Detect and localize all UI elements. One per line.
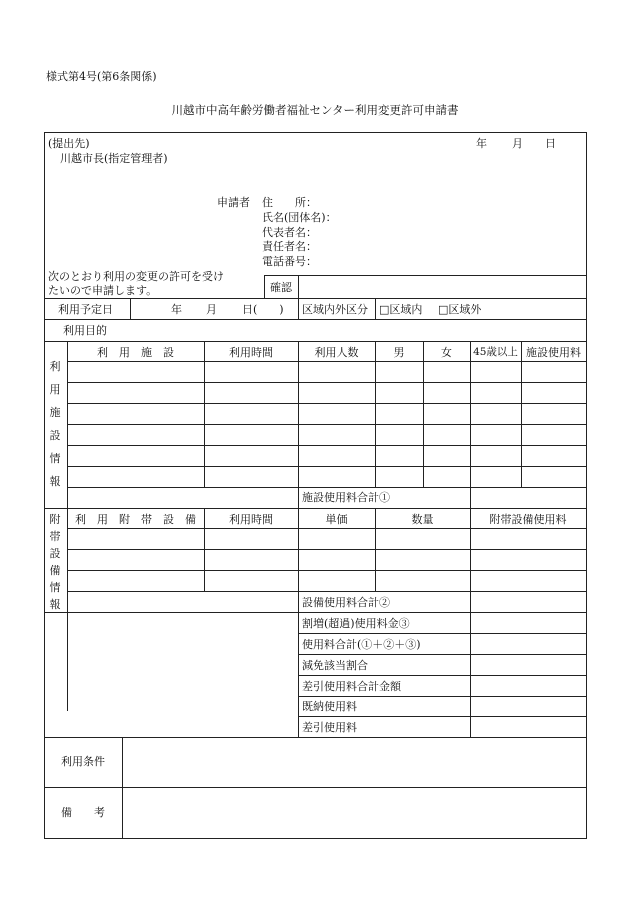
applicant-phone-label: 電話番号： — [262, 255, 317, 268]
use-date-day: 日( ) — [242, 303, 284, 316]
facility-side-label-1: 利 — [49, 360, 61, 373]
equipment-header-time: 利用時間 — [229, 513, 273, 526]
remarks-label: 備 考 — [61, 806, 105, 819]
confirm-label: 確認 — [270, 281, 292, 294]
facility-header-time: 利用時間 — [229, 346, 273, 359]
purpose-label: 利用目的 — [63, 324, 107, 337]
facility-side-label-5: 情 — [49, 452, 61, 465]
date-month: 月 — [512, 137, 523, 150]
date-year: 年 — [476, 137, 487, 150]
use-date-label: 利用予定日 — [58, 303, 113, 316]
facility-side-label-2: 用 — [49, 383, 61, 396]
conditions-label: 利用条件 — [61, 755, 105, 768]
equipment-side-label-2: 帯 — [49, 530, 61, 543]
applicant-org-label: 氏名(団体名)： — [262, 211, 337, 224]
summary-net-total: 差引使用料合計金額 — [302, 680, 401, 693]
summary-reduction-rate: 減免該当割合 — [302, 659, 368, 672]
equipment-header-quantity: 数量 — [411, 513, 434, 526]
equipment-side-label-6: 報 — [49, 598, 61, 611]
facility-header-male: 男 — [393, 346, 405, 359]
request-text-1: 次のとおり利用の変更の許可を受け — [48, 270, 224, 283]
form-number: 様式第4号(第6条関係) — [46, 70, 157, 83]
summary-balance: 差引使用料 — [302, 721, 357, 734]
equipment-side-label-1: 附 — [49, 513, 61, 526]
summary-surcharge: 割増(超過)使用料金③ — [302, 617, 410, 630]
facility-header-people: 利用人数 — [314, 346, 359, 359]
purpose-input[interactable] — [131, 320, 585, 340]
equipment-side-label-3: 設 — [49, 547, 61, 560]
equipment-total-label: 設備使用料合計② — [302, 596, 390, 609]
addressee-name: 川越市長(指定管理者) — [60, 152, 168, 165]
page-title: 川越市中高年齢労働者福祉センター利用変更許可申請書 — [171, 103, 459, 117]
facility-header-female: 女 — [441, 346, 452, 359]
area-inside-checkbox[interactable]: □区域内 — [379, 303, 423, 316]
facility-side-label-3: 施 — [49, 406, 61, 419]
remarks-input[interactable] — [123, 788, 585, 837]
facility-header-facility: 利 用 施 設 — [97, 346, 174, 359]
request-text-2: たいので申請します。 — [48, 284, 158, 297]
equipment-side-label-5: 情 — [49, 581, 61, 594]
applicant-responsible-label: 責任者名： — [262, 240, 317, 253]
applicant-label: 申請者 — [217, 196, 250, 209]
facility-header-fee: 施設使用料 — [526, 346, 581, 359]
conditions-input[interactable] — [123, 738, 585, 786]
confirm-stamp-cell[interactable] — [299, 276, 585, 297]
addressee-label: (提出先) — [48, 137, 90, 150]
equipment-header-equipment: 利 用 附 帯 設 備 — [75, 513, 196, 526]
date-day: 日 — [545, 137, 556, 150]
facility-side-label-4: 設 — [49, 429, 61, 442]
summary-total: 使用料合計(①＋②＋③) — [302, 638, 421, 651]
facility-side-label-6: 報 — [49, 475, 61, 488]
equipment-side-label-4: 備 — [49, 564, 61, 577]
area-label: 区域内外区分 — [302, 303, 368, 316]
equipment-header-unit-price: 単価 — [325, 513, 348, 526]
facility-header-age45: 45歳以上 — [473, 346, 518, 358]
summary-paid: 既納使用料 — [302, 700, 357, 713]
use-date-year: 年 — [171, 303, 182, 316]
facility-total-label: 施設使用料合計① — [302, 491, 390, 504]
applicant-address-label: 住 所： — [262, 196, 317, 209]
applicant-representative-label: 代表者名： — [262, 226, 317, 239]
use-date-month: 月 — [206, 303, 217, 316]
area-outside-checkbox[interactable]: □区域外 — [438, 303, 482, 316]
equipment-header-fee: 附帯設備使用料 — [489, 513, 567, 526]
